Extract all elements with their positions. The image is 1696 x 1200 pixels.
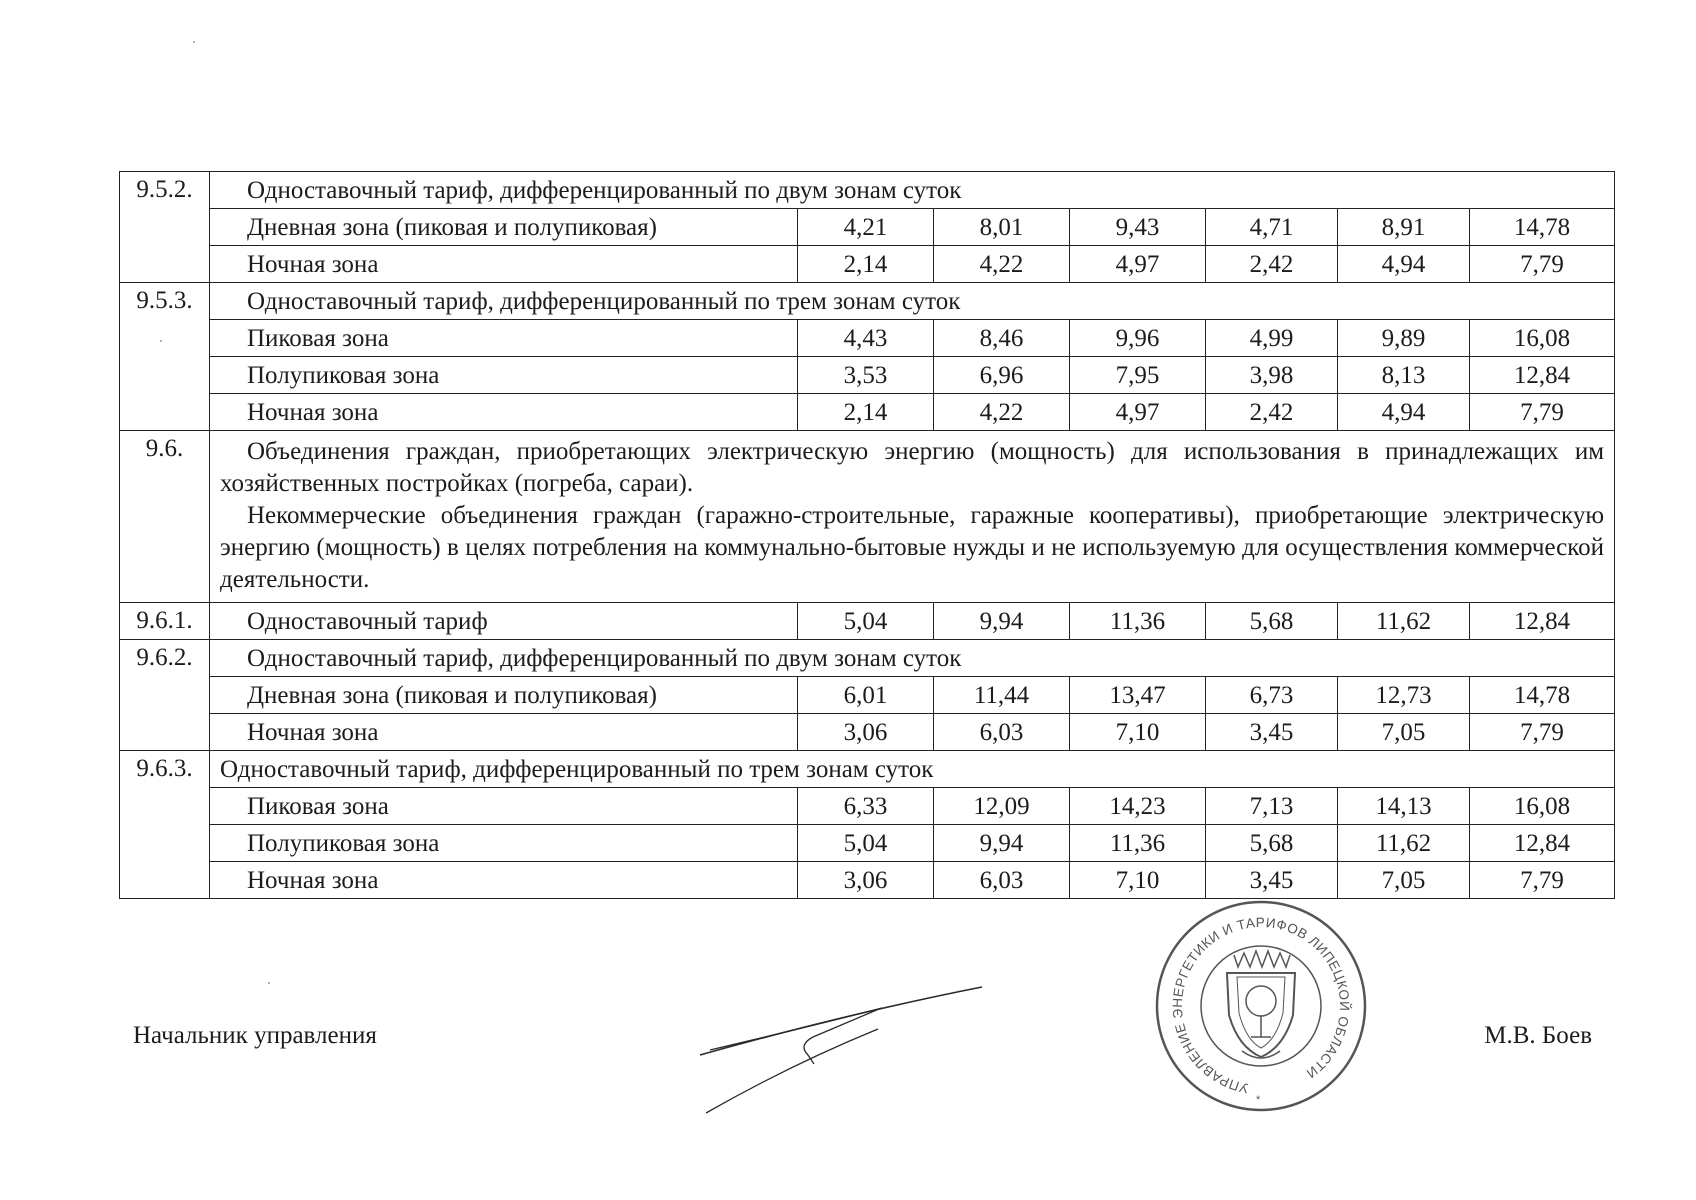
tariff-value: 4,22 [934, 394, 1070, 431]
tariff-value: 2,42 [1206, 394, 1338, 431]
svg-text:УПРАВЛЕНИЕ ЭНЕРГЕТИКИ И ТАРИФО [1170, 915, 1352, 1096]
tariff-value: 3,06 [798, 862, 934, 899]
tariff-value: 4,99 [1206, 320, 1338, 357]
tariff-table [119, 171, 1615, 899]
section-header-row [120, 751, 1615, 788]
tariff-value: 6,96 [934, 357, 1070, 394]
zone-label: Дневная зона (пиковая и полупиковая) [210, 209, 798, 246]
tariff-row [120, 677, 1615, 714]
tariff-value: 7,10 [1070, 714, 1206, 751]
tariff-value: 4,94 [1338, 246, 1470, 283]
item-code: 9.6.3. [120, 751, 210, 899]
tariff-value: 7,13 [1206, 788, 1338, 825]
tariff-value: 11,62 [1338, 825, 1470, 862]
zone-label: Ночная зона [210, 862, 798, 899]
tariff-value: 8,01 [934, 209, 1070, 246]
tariff-value: 12,73 [1338, 677, 1470, 714]
tariff-value: 7,79 [1470, 714, 1615, 751]
tariff-value: 12,84 [1470, 825, 1615, 862]
tariff-value: 9,43 [1070, 209, 1206, 246]
tariff-row [120, 246, 1615, 283]
stamp-text: УПРАВЛЕНИЕ ЭНЕРГЕТИКИ И ТАРИФОВ ЛИПЕЦКОЙ ОБЛАСТИ [1169, 914, 1353, 1096]
official-stamp [1152, 897, 1370, 1115]
tariff-value: 13,47 [1070, 677, 1206, 714]
section-title: Одноставочный тариф, дифференцированный по двум зонам суток [210, 172, 1615, 209]
tariff-value: 5,04 [798, 603, 934, 640]
section-header-row [120, 640, 1615, 677]
scan-speck [193, 41, 195, 43]
tariff-value: 16,08 [1470, 788, 1615, 825]
tariff-value: 14,13 [1338, 788, 1470, 825]
section-title: Одноставочный тариф, дифференцированный по трем зонам суток [210, 751, 1615, 788]
tariff-value: 9,94 [934, 825, 1070, 862]
tariff-row [120, 714, 1615, 751]
zone-label: Ночная зона [210, 394, 798, 431]
section-header-row [120, 283, 1615, 320]
item-code: 9.5.3. [120, 283, 210, 431]
tariff-value: 9,96 [1070, 320, 1206, 357]
tariff-value: 9,89 [1338, 320, 1470, 357]
tariff-value: 7,95 [1070, 357, 1206, 394]
tariff-value: 8,46 [934, 320, 1070, 357]
item-code: 9.6.2. [120, 640, 210, 751]
tariff-value: 7,10 [1070, 862, 1206, 899]
tariff-value: 2,42 [1206, 246, 1338, 283]
tariff-value: 6,33 [798, 788, 934, 825]
tariff-value: 4,22 [934, 246, 1070, 283]
tariff-value: 14,23 [1070, 788, 1206, 825]
tariff-row [120, 788, 1615, 825]
zone-label: Полупиковая зона [210, 357, 798, 394]
tariff-value: 14,78 [1470, 209, 1615, 246]
tariff-value: 8,91 [1338, 209, 1470, 246]
tariff-value: 7,79 [1470, 246, 1615, 283]
paragraph: Объединения граждан, приобретающих электрическую энергию (мощность) для использования в принадлежащих им хозяйственных постройках (погреба, сараи). [220, 438, 1605, 497]
tariff-row [120, 603, 1615, 640]
tariff-value: 11,36 [1070, 603, 1206, 640]
tariff-value: 3,45 [1206, 862, 1338, 899]
tariff-value: 6,73 [1206, 677, 1338, 714]
tariff-value: 4,94 [1338, 394, 1470, 431]
tariff-value: 4,97 [1070, 394, 1206, 431]
tariff-row [120, 394, 1615, 431]
tariff-value: 7,05 [1338, 714, 1470, 751]
tariff-value: 2,14 [798, 246, 934, 283]
zone-label: Дневная зона (пиковая и полупиковая) [210, 677, 798, 714]
zone-label: Ночная зона [210, 714, 798, 751]
tariff-row [120, 825, 1615, 862]
tariff-value: 3,53 [798, 357, 934, 394]
signature [690, 925, 990, 1125]
tariff-value: 9,94 [934, 603, 1070, 640]
tariff-value: 3,98 [1206, 357, 1338, 394]
item-code: 9.6.1. [120, 603, 210, 640]
tariff-value: 7,05 [1338, 862, 1470, 899]
section-header-row [120, 172, 1615, 209]
item-code: 9.5.2. [120, 172, 210, 283]
tariff-value: 4,21 [798, 209, 934, 246]
tariff-value: 11,62 [1338, 603, 1470, 640]
signatory-title: Начальник управления [133, 1022, 377, 1049]
section-title: Одноставочный тариф, дифференцированный по двум зонам суток [210, 640, 1615, 677]
tariff-value: 7,79 [1470, 394, 1615, 431]
table-body [120, 172, 1615, 899]
tariff-value: 6,01 [798, 677, 934, 714]
tariff-value: 2,14 [798, 394, 934, 431]
zone-label: Ночная зона [210, 246, 798, 283]
item-code: 9.6. [120, 431, 210, 603]
tariff-row [120, 320, 1615, 357]
scan-speck [160, 340, 162, 342]
tariff-value: 16,08 [1470, 320, 1615, 357]
tariff-value: 6,03 [934, 714, 1070, 751]
paragraph: Некоммерческие объединения граждан (гаражно-строительные, гаражные кооперативы), приобретающие электрическую энергию (мощность) в целях потребления на коммунально-бытовые нужды и не используемую для осуществления коммерческой деятельности. [220, 502, 1605, 593]
tariff-row [120, 862, 1615, 899]
section-title: Одноставочный тариф, дифференцированный по трем зонам суток [210, 283, 1615, 320]
zone-label: Пиковая зона [210, 788, 798, 825]
zone-label: Полупиковая зона [210, 825, 798, 862]
signatory-name: М.В. Боев [1484, 1022, 1592, 1049]
tariff-row [120, 209, 1615, 246]
tariff-value: 14,78 [1470, 677, 1615, 714]
tariff-value: 4,43 [798, 320, 934, 357]
tariff-value: 5,04 [798, 825, 934, 862]
tariff-value: 11,36 [1070, 825, 1206, 862]
tariff-value: 7,79 [1470, 862, 1615, 899]
tariff-value: 5,68 [1206, 825, 1338, 862]
zone-label: Пиковая зона [210, 320, 798, 357]
tariff-value: 12,84 [1470, 357, 1615, 394]
tariff-value: 4,71 [1206, 209, 1338, 246]
tariff-row [120, 357, 1615, 394]
paragraph-row [120, 431, 1615, 603]
tariff-value: 6,03 [934, 862, 1070, 899]
tariff-value: 3,45 [1206, 714, 1338, 751]
tariff-value: 12,84 [1470, 603, 1615, 640]
tariff-label: Одноставочный тариф [210, 603, 798, 640]
tariff-value: 12,09 [934, 788, 1070, 825]
paragraph-cell [210, 431, 1615, 603]
scan-speck [268, 982, 270, 984]
tariff-value: 5,68 [1206, 603, 1338, 640]
tariff-value: 8,13 [1338, 357, 1470, 394]
svg-text:*: * [1256, 1094, 1261, 1106]
tariff-value: 11,44 [934, 677, 1070, 714]
tariff-value: 3,06 [798, 714, 934, 751]
tariff-value: 4,97 [1070, 246, 1206, 283]
